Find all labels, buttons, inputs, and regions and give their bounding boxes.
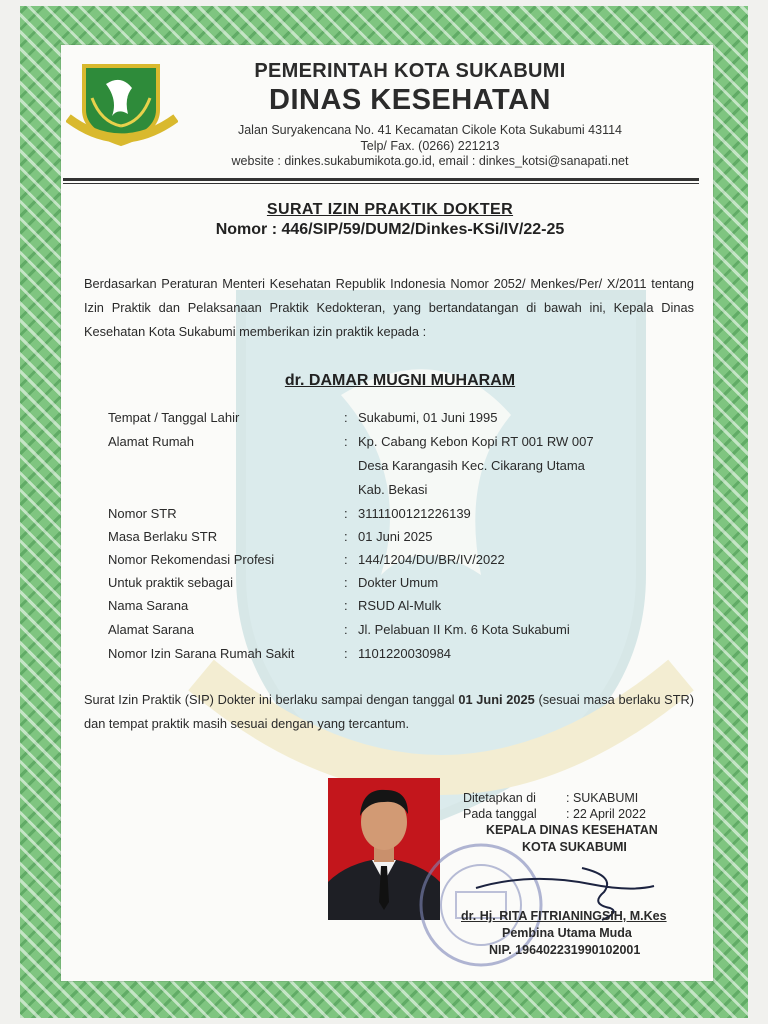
field-recommendation: Nomor Rekomendasi Profesi : 144/1204/DU/BR/IV/2022 [108, 552, 505, 567]
field-label: Alamat Sarana [108, 622, 194, 637]
field-label: Nama Sarana [108, 598, 189, 613]
official-rank: Pembina Utama Muda [502, 926, 632, 940]
field-value: Dokter Umum [358, 575, 439, 590]
field-value: Kab. Bekasi [358, 482, 428, 497]
field-str-number: Nomor STR : 3111100121226139 [108, 506, 471, 521]
document-number: Nomor : 446/SIP/59/DUM2/Dinkes-KSi/IV/22-25 [215, 221, 565, 238]
field-label: Tempat / Tanggal Lahir [108, 410, 240, 425]
sign-position-line2: KOTA SUKABUMI [522, 840, 627, 854]
field-practice-as: Untuk praktik sebagai : Dokter Umum [108, 575, 439, 590]
field-value: Kp. Cabang Kebon Kopi RT 001 RW 007 [358, 434, 594, 449]
city-emblem-icon [66, 62, 178, 148]
field-label: Alamat Rumah [108, 434, 194, 449]
validity-date: 01 Juni 2025 [458, 692, 535, 707]
field-label: Masa Berlaku STR [108, 529, 218, 544]
government-name: PEMERINTAH KOTA SUKABUMI [254, 60, 566, 82]
agency-phone: Telp/ Fax. (0266) 221213 [360, 139, 500, 153]
header-rule-thin [63, 183, 699, 184]
field-value: Sukabumi, 01 Juni 1995 [358, 410, 498, 425]
document-title: SURAT IZIN PRAKTIK DOKTER [266, 201, 514, 218]
sign-date-label: Pada tanggal [463, 807, 537, 821]
field-home-address-line2 [108, 458, 708, 482]
official-name: dr. Hj. RITA FITRIANINGSIH, M.Kes [461, 909, 667, 923]
agency-name: DINAS KESEHATAN [269, 84, 551, 116]
field-label: Nomor Rekomendasi Profesi [108, 552, 275, 567]
field-label: Nomor STR [108, 506, 177, 521]
field-value: 144/1204/DU/BR/IV/2022 [358, 552, 505, 567]
field-home-address: Alamat Rumah : Kp. Cabang Kebon Kopi RT 001 RW 007 [108, 434, 594, 449]
field-facility-permit: Nomor Izin Sarana Rumah Sakit : 1101220030984 [108, 646, 452, 661]
doctor-name: dr. DAMAR MUGNI MUHARAM [284, 372, 516, 389]
field-label: Untuk praktik sebagai [108, 575, 234, 590]
field-str-validity: Masa Berlaku STR : 01 Juni 2025 [108, 529, 433, 544]
sign-place-value: : SUKABUMI [566, 791, 639, 805]
field-value: Jl. Pelabuan II Km. 6 Kota Sukabumi [358, 622, 570, 637]
field-label: Nomor Izin Sarana Rumah Sakit [108, 646, 295, 661]
field-facility-address: Alamat Sarana : Jl. Pelabuan II Km. 6 Kota Sukabumi [108, 622, 570, 637]
sign-date-value: : 22 April 2022 [566, 807, 646, 821]
sign-position-line1: KEPALA DINAS KESEHATAN [486, 823, 658, 837]
agency-address: Jalan Suryakencana No. 41 Kecamatan Cikole Kota Sukabumi 43114 [237, 123, 623, 137]
agency-web: website : dinkes.sukabumikota.go.id, email : dinkes_kotsi@sanapati.net [231, 154, 629, 168]
field-value: 3111100121226139 [358, 506, 471, 521]
field-home-address-line3 [108, 482, 708, 506]
field-value: 1101220030984 [358, 646, 452, 661]
header-rule-thick [63, 178, 699, 181]
field-value: Desa Karangasih Kec. Cikarang Utama [358, 458, 585, 473]
intro-paragraph: Berdasarkan Peraturan Menteri Kesehatan Republik Indonesia Nomor 2052/ Menkes/Per/ X/2011 tentang Izin Praktik dan Pelaksanaan Praktik Kedokteran, yang bertandatangan di bawah ini, Kepala Dinas Kesehatan Kota Sukabumi memberikan izin praktik kepada : [84, 276, 694, 339]
field-birth: Tempat / Tanggal Lahir : Sukabumi, 01 Juni 1995 [108, 410, 498, 425]
official-nip: NIP. 196402231990102001 [489, 943, 641, 957]
field-value: 01 Juni 2025 [358, 529, 433, 544]
field-value: RSUD Al-Mulk [358, 598, 442, 613]
field-facility-name: Nama Sarana : RSUD Al-Mulk [108, 598, 442, 613]
validity-paragraph: Surat Izin Praktik (SIP) Dokter ini berlaku sampai dengan tanggal 01 Juni 2025 (sesuai masa berlaku STR) dan tempat praktik masih sesuai dengan yang tercantum. [84, 692, 695, 731]
sign-place-label: Ditetapkan di [463, 791, 536, 805]
